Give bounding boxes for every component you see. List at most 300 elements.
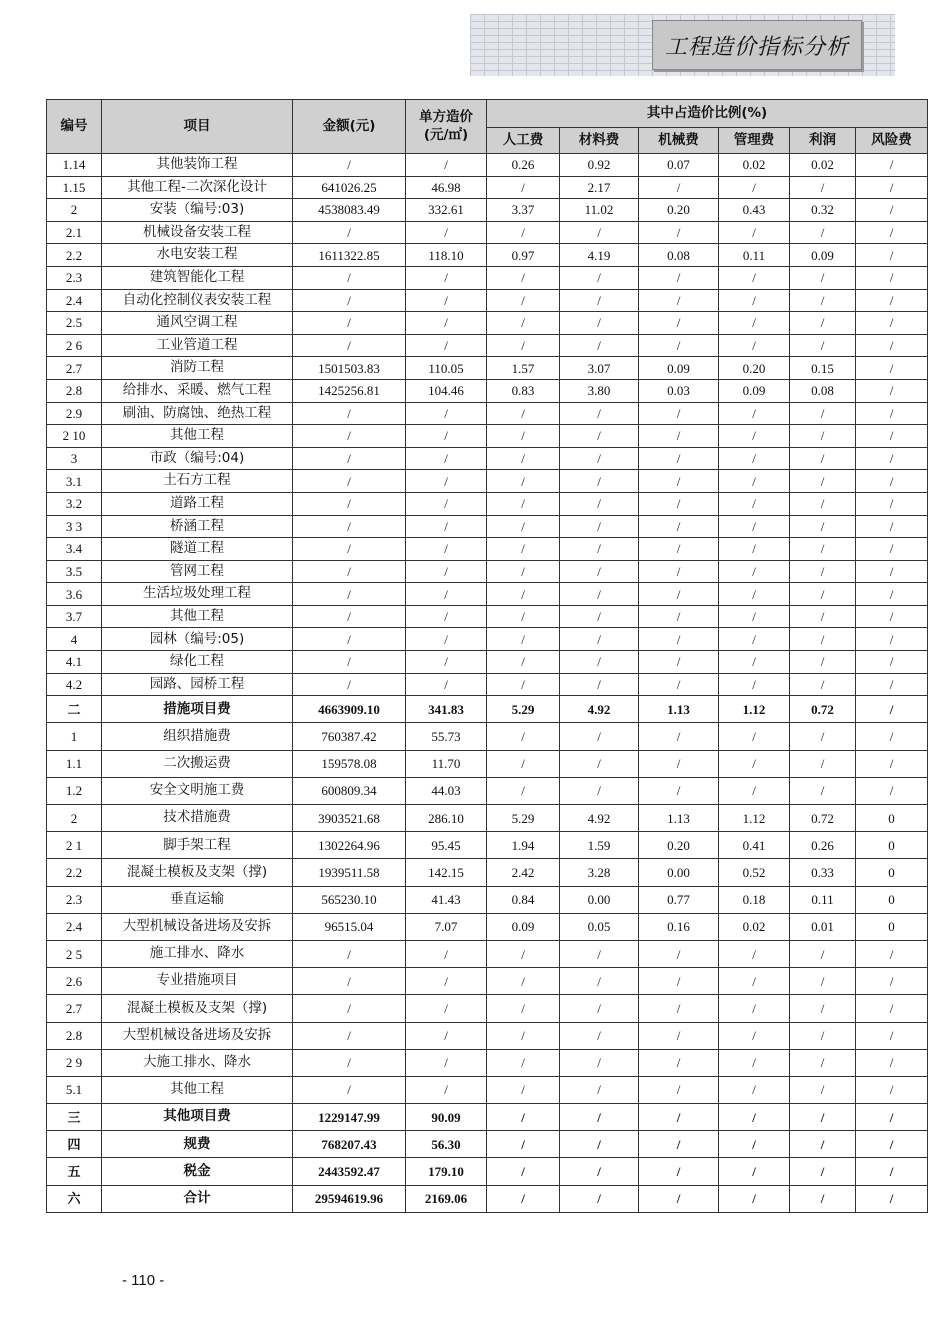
cell-machine: / [639, 334, 719, 357]
cell-amount: 565230.10 [293, 886, 406, 913]
cell-machine: / [639, 515, 719, 538]
table-row [47, 515, 928, 538]
table-row [47, 447, 928, 470]
cell-code: 4.2 [47, 673, 102, 696]
cell-amount: / [293, 995, 406, 1022]
cell-labor: / [487, 628, 560, 651]
cell-code: 1.2 [47, 777, 102, 804]
cell-amount: / [293, 651, 406, 674]
cell-machine: 0.20 [639, 199, 719, 222]
table-row [47, 244, 928, 267]
cell-machine: / [639, 995, 719, 1022]
cell-code: 四 [47, 1131, 102, 1158]
cell-item: 混凝土模板及支架（撑) [102, 995, 293, 1022]
cell-item: 组织措施费 [102, 723, 293, 750]
cell-material: / [560, 470, 639, 493]
cell-management: 0.02 [719, 154, 790, 177]
cell-profit: / [790, 968, 856, 995]
table-row [47, 199, 928, 222]
cell-unit-cost: 46.98 [406, 176, 487, 199]
cell-labor: 0.83 [487, 379, 560, 402]
cell-unit-cost: / [406, 605, 487, 628]
cell-profit: / [790, 312, 856, 335]
cell-risk: / [856, 447, 928, 470]
cell-unit-cost: / [406, 673, 487, 696]
cell-unit-cost: / [406, 402, 487, 425]
cell-material: / [560, 1131, 639, 1158]
cell-profit: / [790, 1185, 856, 1212]
cell-risk: / [856, 696, 928, 723]
cell-risk: / [856, 244, 928, 267]
cell-profit: 0.09 [790, 244, 856, 267]
cell-management: / [719, 221, 790, 244]
table-row [47, 1185, 928, 1212]
cell-risk: / [856, 379, 928, 402]
cell-machine: / [639, 402, 719, 425]
cell-material: / [560, 995, 639, 1022]
cell-material: 0.92 [560, 154, 639, 177]
cell-risk: / [856, 560, 928, 583]
cell-unit-cost: 118.10 [406, 244, 487, 267]
cell-code: 4 [47, 628, 102, 651]
cell-code: 2 1 [47, 832, 102, 859]
cell-profit: / [790, 995, 856, 1022]
cell-labor: / [487, 1185, 560, 1212]
cell-risk: / [856, 995, 928, 1022]
cell-material: / [560, 221, 639, 244]
cell-material: 0.05 [560, 913, 639, 940]
cell-code: 2.9 [47, 402, 102, 425]
cell-management: 0.43 [719, 199, 790, 222]
table-row [47, 628, 928, 651]
cell-risk: / [856, 968, 928, 995]
cell-code: 2 10 [47, 425, 102, 448]
header-risk: 风险费 [856, 128, 928, 154]
cell-machine: 0.77 [639, 886, 719, 913]
cell-profit: / [790, 515, 856, 538]
cell-labor: / [487, 1131, 560, 1158]
cell-amount: / [293, 583, 406, 606]
cell-material: 3.80 [560, 379, 639, 402]
cell-item: 安全文明施工费 [102, 777, 293, 804]
cell-profit: / [790, 673, 856, 696]
cell-profit: / [790, 176, 856, 199]
cell-unit-cost: 341.83 [406, 696, 487, 723]
cell-item: 垂直运输 [102, 886, 293, 913]
table-row [47, 1022, 928, 1049]
cell-amount: 760387.42 [293, 723, 406, 750]
cell-labor: / [487, 605, 560, 628]
cell-machine: / [639, 723, 719, 750]
cell-unit-cost: 179.10 [406, 1158, 487, 1185]
cell-code: 2.7 [47, 995, 102, 1022]
table-row [47, 312, 928, 335]
cell-machine: 0.16 [639, 913, 719, 940]
cell-machine: 1.13 [639, 805, 719, 832]
table-row [47, 334, 928, 357]
cell-material: / [560, 605, 639, 628]
cell-labor: / [487, 1158, 560, 1185]
cell-material: / [560, 583, 639, 606]
cell-labor: / [487, 1104, 560, 1131]
cell-profit: / [790, 1158, 856, 1185]
cell-risk: / [856, 1022, 928, 1049]
cell-machine: / [639, 1158, 719, 1185]
cell-profit: / [790, 402, 856, 425]
cell-machine: / [639, 1076, 719, 1103]
cell-profit: / [790, 1104, 856, 1131]
cell-machine: / [639, 492, 719, 515]
cell-material: / [560, 312, 639, 335]
table-row [47, 859, 928, 886]
cell-material: 3.28 [560, 859, 639, 886]
table-row [47, 357, 928, 380]
cell-machine: / [639, 1022, 719, 1049]
table-row [47, 777, 928, 804]
cell-material: / [560, 1158, 639, 1185]
cell-amount: 1229147.99 [293, 1104, 406, 1131]
cell-unit-cost: 286.10 [406, 805, 487, 832]
cell-risk: / [856, 673, 928, 696]
cell-profit: / [790, 560, 856, 583]
cell-amount: / [293, 968, 406, 995]
header-unit-cost-line2: (元/㎡) [423, 127, 469, 143]
table-row [47, 492, 928, 515]
cell-item: 合计 [102, 1185, 293, 1212]
cell-profit: 0.02 [790, 154, 856, 177]
cost-index-table [46, 99, 928, 1213]
cell-unit-cost: 142.15 [406, 859, 487, 886]
cell-item: 其他装饰工程 [102, 154, 293, 177]
cell-unit-cost: / [406, 651, 487, 674]
cell-profit: / [790, 651, 856, 674]
cell-material: / [560, 447, 639, 470]
cell-labor: / [487, 221, 560, 244]
cell-machine: / [639, 312, 719, 335]
cell-machine: 0.20 [639, 832, 719, 859]
cell-code: 六 [47, 1185, 102, 1212]
cell-code: 2 [47, 805, 102, 832]
page-title: 工程造价指标分析 [652, 20, 862, 70]
cell-amount: / [293, 334, 406, 357]
cell-profit: / [790, 777, 856, 804]
cell-material: 3.07 [560, 357, 639, 380]
cell-management: 0.02 [719, 913, 790, 940]
cell-code: 5.1 [47, 1076, 102, 1103]
cell-item: 混凝土模板及支架（撑) [102, 859, 293, 886]
cell-machine: / [639, 447, 719, 470]
table-row [47, 1131, 928, 1158]
cell-code: 3 [47, 447, 102, 470]
cell-risk: / [856, 1131, 928, 1158]
cell-management: / [719, 1022, 790, 1049]
cell-risk: / [856, 199, 928, 222]
cell-item: 刷油、防腐蚀、绝热工程 [102, 402, 293, 425]
cell-profit: / [790, 940, 856, 967]
cell-risk: / [856, 777, 928, 804]
cell-management: / [719, 334, 790, 357]
cell-management: / [719, 723, 790, 750]
cell-profit: / [790, 425, 856, 448]
cell-labor: / [487, 560, 560, 583]
header-item: 项目 [102, 100, 293, 154]
cell-material: / [560, 266, 639, 289]
table-row [47, 995, 928, 1022]
cell-unit-cost: / [406, 940, 487, 967]
header-material: 材料费 [560, 128, 639, 154]
cell-profit: / [790, 628, 856, 651]
cell-management: / [719, 583, 790, 606]
cell-item: 规费 [102, 1131, 293, 1158]
cell-management: 0.41 [719, 832, 790, 859]
cell-amount: / [293, 266, 406, 289]
cell-risk: / [856, 334, 928, 357]
cell-material: / [560, 1185, 639, 1212]
cell-code: 2.8 [47, 1022, 102, 1049]
cell-item: 其他工程-二次深化设计 [102, 176, 293, 199]
cell-profit: / [790, 750, 856, 777]
cell-material: / [560, 560, 639, 583]
cell-amount: / [293, 605, 406, 628]
cell-management: / [719, 492, 790, 515]
cell-item: 道路工程 [102, 492, 293, 515]
cell-risk: / [856, 289, 928, 312]
cell-machine: / [639, 750, 719, 777]
cell-profit: 0.01 [790, 913, 856, 940]
cell-material: 4.92 [560, 805, 639, 832]
cell-machine: / [639, 1131, 719, 1158]
cell-item: 大型机械设备进场及安拆 [102, 913, 293, 940]
cell-management: / [719, 777, 790, 804]
cell-material: / [560, 492, 639, 515]
cell-labor: 5.29 [487, 805, 560, 832]
cell-management: / [719, 266, 790, 289]
cell-material: / [560, 628, 639, 651]
cell-machine: / [639, 538, 719, 561]
cell-code: 2.1 [47, 221, 102, 244]
cell-material: / [560, 940, 639, 967]
cell-management: 0.09 [719, 379, 790, 402]
table-row [47, 886, 928, 913]
cell-item: 其他工程 [102, 605, 293, 628]
cell-profit: / [790, 266, 856, 289]
table-row [47, 968, 928, 995]
cell-management: / [719, 673, 790, 696]
table-body [47, 154, 928, 1213]
cell-labor: / [487, 777, 560, 804]
cell-unit-cost: / [406, 221, 487, 244]
cell-amount: 4538083.49 [293, 199, 406, 222]
cell-code: 4.1 [47, 651, 102, 674]
cell-item: 措施项目费 [102, 696, 293, 723]
cell-management: 0.52 [719, 859, 790, 886]
cell-unit-cost: 110.05 [406, 357, 487, 380]
cell-labor: 0.26 [487, 154, 560, 177]
cell-amount: / [293, 447, 406, 470]
header-code: 编号 [47, 100, 102, 154]
cell-item: 施工排水、降水 [102, 940, 293, 967]
table-row [47, 913, 928, 940]
cell-labor: / [487, 492, 560, 515]
cell-management: / [719, 940, 790, 967]
cell-material: / [560, 673, 639, 696]
cell-risk: / [856, 154, 928, 177]
cell-code: 3.1 [47, 470, 102, 493]
cell-risk: / [856, 651, 928, 674]
cell-management: 0.20 [719, 357, 790, 380]
cell-profit: 0.08 [790, 379, 856, 402]
cell-code: 3.6 [47, 583, 102, 606]
cell-code: 3.7 [47, 605, 102, 628]
cell-code: 2 5 [47, 940, 102, 967]
table-row [47, 154, 928, 177]
header-labor: 人工费 [487, 128, 560, 154]
cell-management: / [719, 447, 790, 470]
cell-profit: 0.32 [790, 199, 856, 222]
cell-unit-cost: 7.07 [406, 913, 487, 940]
page-number: - 110 - [122, 1272, 165, 1289]
cell-risk: / [856, 628, 928, 651]
cell-unit-cost: / [406, 1022, 487, 1049]
cell-management: 1.12 [719, 696, 790, 723]
cell-profit: 0.11 [790, 886, 856, 913]
cell-profit: 0.72 [790, 805, 856, 832]
cell-risk: / [856, 1158, 928, 1185]
cell-item: 其他工程 [102, 1076, 293, 1103]
cell-code: 3.4 [47, 538, 102, 561]
cell-machine: / [639, 221, 719, 244]
cell-management: 0.18 [719, 886, 790, 913]
cell-management: / [719, 1185, 790, 1212]
cell-risk: / [856, 1185, 928, 1212]
cell-material: / [560, 1022, 639, 1049]
cell-management: / [719, 515, 790, 538]
cell-item: 其他项目费 [102, 1104, 293, 1131]
cell-machine: / [639, 628, 719, 651]
table-row [47, 940, 928, 967]
cell-amount: / [293, 154, 406, 177]
cell-unit-cost: / [406, 289, 487, 312]
cell-item: 大施工排水、降水 [102, 1049, 293, 1076]
cell-code: 2.2 [47, 859, 102, 886]
cell-profit: / [790, 334, 856, 357]
cell-material: / [560, 651, 639, 674]
cell-amount: 2443592.47 [293, 1158, 406, 1185]
cell-material: 1.59 [560, 832, 639, 859]
cell-management: / [719, 470, 790, 493]
cell-material: / [560, 723, 639, 750]
cell-amount: / [293, 312, 406, 335]
cell-machine: 1.13 [639, 696, 719, 723]
cell-item: 给排水、采暖、燃气工程 [102, 379, 293, 402]
cell-labor: / [487, 538, 560, 561]
cell-code: 1.1 [47, 750, 102, 777]
table-row [47, 673, 928, 696]
cell-risk: / [856, 1076, 928, 1103]
cell-machine: / [639, 968, 719, 995]
cell-machine: 0.08 [639, 244, 719, 267]
cell-unit-cost: / [406, 447, 487, 470]
cell-material: / [560, 425, 639, 448]
cell-code: 2 9 [47, 1049, 102, 1076]
cell-material: / [560, 777, 639, 804]
cell-item: 二次搬运费 [102, 750, 293, 777]
cell-labor: / [487, 515, 560, 538]
cell-risk: / [856, 940, 928, 967]
cell-management: / [719, 605, 790, 628]
cell-unit-cost: 95.45 [406, 832, 487, 859]
cell-unit-cost: 55.73 [406, 723, 487, 750]
cell-item: 建筑智能化工程 [102, 266, 293, 289]
cell-item: 隧道工程 [102, 538, 293, 561]
cell-amount: 1939511.58 [293, 859, 406, 886]
cell-unit-cost: / [406, 334, 487, 357]
cell-code: 2.8 [47, 379, 102, 402]
cell-material: / [560, 402, 639, 425]
cell-item: 大型机械设备进场及安拆 [102, 1022, 293, 1049]
cell-machine: / [639, 1185, 719, 1212]
header-ratio-group: 其中占造价比例(%) [487, 100, 928, 128]
cell-code: 2.3 [47, 266, 102, 289]
cell-risk: / [856, 723, 928, 750]
header-management: 管理费 [719, 128, 790, 154]
cell-item: 消防工程 [102, 357, 293, 380]
cell-code: 2.2 [47, 244, 102, 267]
cell-risk: / [856, 266, 928, 289]
cell-item: 水电安装工程 [102, 244, 293, 267]
cell-management: / [719, 289, 790, 312]
table-row [47, 560, 928, 583]
cell-amount: 641026.25 [293, 176, 406, 199]
cell-material: / [560, 1049, 639, 1076]
cell-labor: / [487, 470, 560, 493]
cell-management: 0.11 [719, 244, 790, 267]
cell-item: 脚手架工程 [102, 832, 293, 859]
header-unit-cost [406, 100, 487, 154]
cell-management: / [719, 628, 790, 651]
table-row [47, 750, 928, 777]
cell-amount: / [293, 1076, 406, 1103]
cell-item: 园林（编号:05) [102, 628, 293, 651]
cell-risk: / [856, 583, 928, 606]
cell-item: 工业管道工程 [102, 334, 293, 357]
cell-management: / [719, 1158, 790, 1185]
cell-amount: / [293, 940, 406, 967]
table-row [47, 651, 928, 674]
cell-code: 2 6 [47, 334, 102, 357]
cell-labor: 1.94 [487, 832, 560, 859]
table-row [47, 425, 928, 448]
cell-amount: / [293, 515, 406, 538]
cell-labor: / [487, 651, 560, 674]
cell-item: 桥涵工程 [102, 515, 293, 538]
cell-machine: / [639, 1104, 719, 1131]
cell-unit-cost: 11.70 [406, 750, 487, 777]
cell-profit: / [790, 1022, 856, 1049]
header-unit-cost-line1: 单方造价 [419, 108, 473, 125]
cell-risk: / [856, 312, 928, 335]
cell-unit-cost: 104.46 [406, 379, 487, 402]
cell-machine: / [639, 673, 719, 696]
cell-amount: / [293, 560, 406, 583]
cell-item: 专业措施项目 [102, 968, 293, 995]
cell-profit: / [790, 289, 856, 312]
cell-profit: 0.15 [790, 357, 856, 380]
cell-profit: 0.33 [790, 859, 856, 886]
cell-management: / [719, 312, 790, 335]
cell-profit: / [790, 1076, 856, 1103]
cell-labor: / [487, 312, 560, 335]
